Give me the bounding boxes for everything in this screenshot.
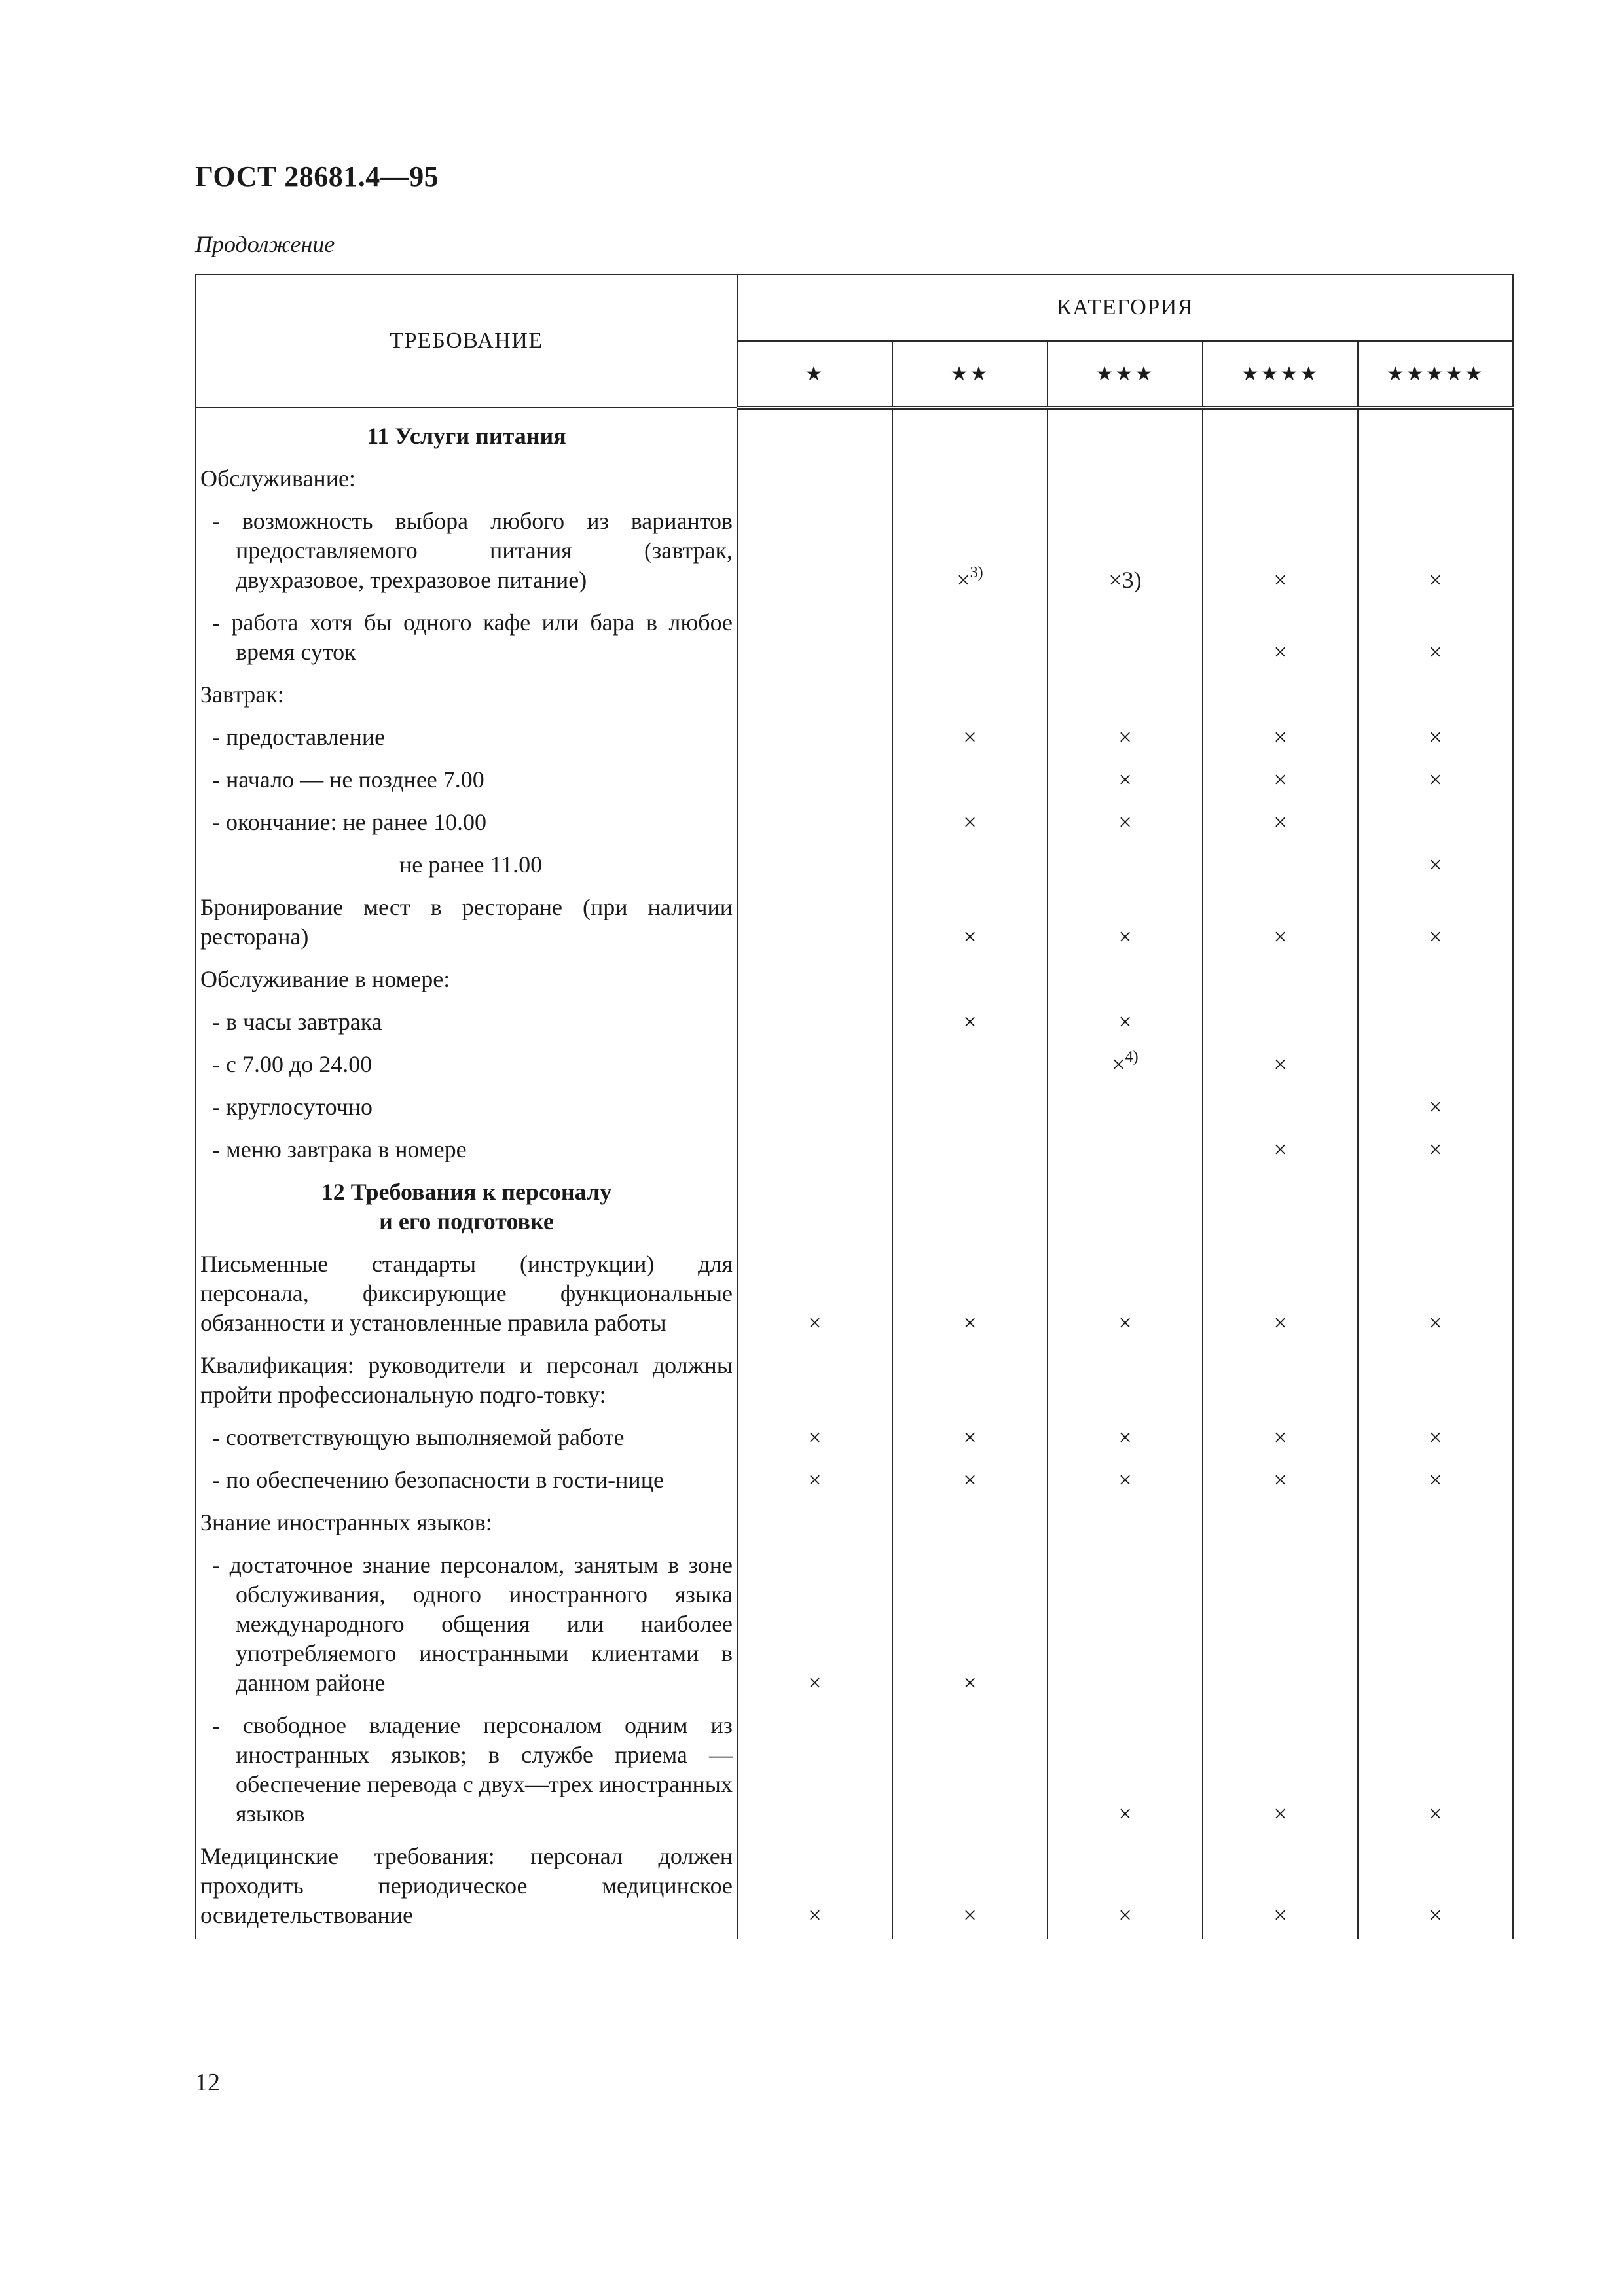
- category-2-mark: ×: [892, 1246, 1048, 1347]
- category-2-mark: ×: [892, 1547, 1048, 1707]
- category-4-mark: ×: [1203, 1707, 1358, 1838]
- category-3-star: ★★★: [1048, 341, 1203, 408]
- requirement-text: - работа хотя бы одного кафе или бара в любое время суток: [196, 604, 737, 676]
- category-3-mark: ×: [1048, 1246, 1203, 1347]
- category-2-mark: [892, 1504, 1048, 1547]
- category-3-mark: [1048, 1347, 1203, 1419]
- requirement-text: Медицинские требования: персонал должен проходить периодическое медицинское освидетельствование: [196, 1838, 737, 1939]
- category-1-mark: [737, 1504, 892, 1547]
- category-3-mark: ×: [1048, 1838, 1203, 1939]
- category-5-mark: ×: [1358, 889, 1513, 961]
- category-1-mark: [737, 1174, 892, 1246]
- table-row: [196, 460, 1513, 503]
- table-row: [196, 1504, 1513, 1547]
- category-2-mark: [892, 1707, 1048, 1838]
- table-body: [196, 408, 1513, 1939]
- table-row: [196, 1246, 1513, 1347]
- requirement-text: - окончание: не ранее 10.00: [196, 804, 737, 846]
- category-2-mark: ×: [892, 1838, 1048, 1939]
- category-5-mark: ×: [1358, 1462, 1513, 1504]
- category-5-mark: ×: [1358, 1419, 1513, 1462]
- category-3-mark: ×: [1048, 761, 1203, 804]
- category-3-mark: [1048, 846, 1203, 889]
- table-row: [196, 1419, 1513, 1462]
- category-1-mark: [737, 846, 892, 889]
- category-2-mark: [892, 1174, 1048, 1246]
- category-5-mark: ×: [1358, 604, 1513, 676]
- category-4-mark: ×: [1203, 719, 1358, 761]
- table-row: [196, 889, 1513, 961]
- category-4-mark: [1203, 460, 1358, 503]
- category-2-mark: [892, 1088, 1048, 1131]
- category-3-mark: ×3): [1048, 503, 1203, 604]
- category-5-mark: ×: [1358, 761, 1513, 804]
- category-5-mark: ×: [1358, 1131, 1513, 1174]
- category-4-mark: ×: [1203, 1838, 1358, 1939]
- category-2-mark: [892, 846, 1048, 889]
- table-row: [196, 1707, 1513, 1838]
- category-4-mark: ×: [1203, 1419, 1358, 1462]
- table-row: [196, 1046, 1513, 1088]
- category-4-mark: ×: [1203, 1131, 1358, 1174]
- section-heading: 11 Услуги питания: [196, 408, 737, 460]
- category-2-mark: [892, 761, 1048, 804]
- page-number: 12: [195, 2069, 220, 2096]
- category-1-mark: ×: [737, 1547, 892, 1707]
- table-row: [196, 1174, 1513, 1246]
- category-4-mark: [1203, 1504, 1358, 1547]
- requirement-text: - свободное владение персоналом одним из иностранных языков; в службе приема — обеспечение перевода с двух—трех иностранных языков: [196, 1707, 737, 1838]
- requirement-text: Квалификация: руководители и персонал должны пройти профессиональную подго-товку:: [196, 1347, 737, 1419]
- category-3-mark: [1048, 961, 1203, 1003]
- category-4-mark: ×: [1203, 1246, 1358, 1347]
- category-1-mark: [737, 1003, 892, 1046]
- category-1-mark: [737, 408, 892, 460]
- table-row: [196, 719, 1513, 761]
- category-4-mark: ×: [1203, 604, 1358, 676]
- category-4-mark: [1203, 846, 1358, 889]
- requirement-text: Обслуживание в номере:: [196, 961, 737, 1003]
- category-1-mark: ×: [737, 1838, 892, 1939]
- table-row: [196, 1462, 1513, 1504]
- category-5-mark: ×: [1358, 1088, 1513, 1131]
- category-2-mark: [892, 503, 1048, 604]
- requirement-text: - соответствующую выполняемой работе: [196, 1419, 737, 1462]
- category-5-mark: [1358, 1347, 1513, 1419]
- category-3-mark: ×: [1048, 889, 1203, 961]
- requirements-table: [195, 274, 1514, 1939]
- footnote-ref: 3): [970, 564, 983, 581]
- category-4-mark: [1203, 408, 1358, 460]
- category-5-mark: ×: [1358, 503, 1513, 604]
- category-1-mark: [737, 719, 892, 761]
- requirement-text: - возможность выбора любого из вариантов предоставляемого питания (завтрак, двухразовое, трехразовое питание): [196, 503, 737, 604]
- category-2-mark: ×: [892, 804, 1048, 846]
- category-5-mark: [1358, 460, 1513, 503]
- table-row: [196, 846, 1513, 889]
- table-row: [196, 1838, 1513, 1939]
- category-5-mark: ×: [1358, 1707, 1513, 1838]
- requirement-text: Письменные стандарты (инструкции) для персонала, фиксирующие функциональные обязанности и установленные правила работы: [196, 1246, 737, 1347]
- table-row: [196, 961, 1513, 1003]
- requirement-text: - с 7.00 до 24.00: [196, 1046, 737, 1088]
- category-2-mark: [892, 408, 1048, 460]
- category-1-mark: [737, 961, 892, 1003]
- requirement-text: Обслуживание:: [196, 460, 737, 503]
- table-row: [196, 1547, 1513, 1707]
- category-5-mark: ×: [1358, 1246, 1513, 1347]
- category-1-mark: [737, 676, 892, 719]
- category-3-mark: ×: [1048, 1707, 1203, 1838]
- category-4-mark: [1203, 1003, 1358, 1046]
- category-3-mark: [1048, 1046, 1203, 1088]
- category-4-mark: ×: [1203, 503, 1358, 604]
- category-3-mark: [1048, 1174, 1203, 1246]
- category-1-mark: [737, 1347, 892, 1419]
- category-2-mark: ×: [892, 889, 1048, 961]
- category-2-mark: [892, 604, 1048, 676]
- category-2-star: ★★: [892, 341, 1048, 408]
- category-5-mark: [1358, 676, 1513, 719]
- category-1-mark: [737, 1131, 892, 1174]
- requirement-text: не ранее 11.00: [196, 846, 737, 889]
- category-1-mark: [737, 1046, 892, 1088]
- category-2-mark: ×: [892, 719, 1048, 761]
- category-2-mark: ×: [892, 1419, 1048, 1462]
- category-4-mark: ×: [1203, 1046, 1358, 1088]
- table-row: [196, 1131, 1513, 1174]
- requirement-text: - предоставление: [196, 719, 737, 761]
- requirement-text: - меню завтрака в номере: [196, 1131, 737, 1174]
- requirement-text: - по обеспечению безопасности в гости-нице: [196, 1462, 737, 1504]
- category-3-mark: ×: [1048, 1419, 1203, 1462]
- category-5-mark: [1358, 1174, 1513, 1246]
- category-1-mark: [737, 761, 892, 804]
- category-2-mark: [892, 961, 1048, 1003]
- category-3-mark: [1048, 1504, 1203, 1547]
- mark-symbol: ×: [957, 567, 970, 593]
- table-row: [196, 761, 1513, 804]
- category-5-mark: [1358, 1046, 1513, 1088]
- category-3-mark: ×: [1048, 1003, 1203, 1046]
- category-3-mark: [1048, 1131, 1203, 1174]
- category-2-mark: [892, 460, 1048, 503]
- category-1-mark: [737, 1707, 892, 1838]
- section-heading: 12 Требования к персоналу и его подготовке: [196, 1174, 737, 1246]
- table-row: [196, 1003, 1513, 1046]
- category-3-mark: ×: [1048, 804, 1203, 846]
- table-row: [196, 503, 1513, 604]
- category-5-mark: ×: [1358, 846, 1513, 889]
- category-1-mark: [737, 889, 892, 961]
- category-1-mark: [737, 460, 892, 503]
- category-1-mark: [737, 503, 892, 604]
- category-1-mark: ×: [737, 1462, 892, 1504]
- category-4-mark: [1203, 1174, 1358, 1246]
- table-row: [196, 1347, 1513, 1419]
- category-5-mark: ×: [1358, 719, 1513, 761]
- table-row: [196, 408, 1513, 460]
- category-4-mark: [1203, 1088, 1358, 1131]
- footnote-ref: 4): [1125, 1049, 1139, 1066]
- mark-symbol: ×: [1112, 1051, 1125, 1077]
- category-3-mark: [1048, 676, 1203, 719]
- requirement-text: Бронирование мест в ресторане (при наличии ресторана): [196, 889, 737, 961]
- category-3-mark: [1048, 1088, 1203, 1131]
- category-5-mark: [1358, 1504, 1513, 1547]
- category-4-star: ★★★★: [1203, 341, 1358, 408]
- category-2-mark: ×: [892, 1462, 1048, 1504]
- category-1-mark: [737, 804, 892, 846]
- category-4-mark: ×: [1203, 1462, 1358, 1504]
- category-5-mark: [1358, 408, 1513, 460]
- category-2-mark: [892, 1046, 1048, 1088]
- category-3-mark: ×: [1048, 1462, 1203, 1504]
- category-4-mark: ×: [1203, 889, 1358, 961]
- requirement-text: Завтрак:: [196, 676, 737, 719]
- category-2-mark: [892, 1131, 1048, 1174]
- requirement-text: - начало — не позднее 7.00: [196, 761, 737, 804]
- category-1-mark: ×: [737, 1419, 892, 1462]
- category-3-mark: ×: [1048, 719, 1203, 761]
- category-1-star: ★: [737, 341, 892, 408]
- category-5-mark: [1358, 804, 1513, 846]
- requirement-text: - достаточное знание персоналом, занятым в зоне обслуживания, одного иностранного языка международного общения или наиболее употребляемого иностранными клиентами в данном районе: [196, 1547, 737, 1707]
- continuation-label: Продолжение: [195, 231, 335, 257]
- table-row: [196, 676, 1513, 719]
- table-row: [196, 604, 1513, 676]
- category-1-mark: [737, 1088, 892, 1131]
- category-5-star: ★★★★★: [1358, 341, 1513, 408]
- category-4-mark: [1203, 676, 1358, 719]
- column-header-requirement: ТРЕБОВАНИЕ: [196, 274, 737, 408]
- category-4-mark: ×: [1203, 804, 1358, 846]
- category-2-mark: [892, 676, 1048, 719]
- table-row: [196, 1088, 1513, 1131]
- table-row: [196, 804, 1513, 846]
- category-3-mark: [1048, 408, 1203, 460]
- category-4-mark: [1203, 961, 1358, 1003]
- category-2-mark: [892, 1347, 1048, 1419]
- category-4-mark: [1203, 1547, 1358, 1707]
- category-3-mark: [1048, 460, 1203, 503]
- category-5-mark: ×: [1358, 1838, 1513, 1939]
- requirement-text: Знание иностранных языков:: [196, 1504, 737, 1547]
- document-title: ГОСТ 28681.4—95: [195, 160, 439, 192]
- category-1-mark: [737, 604, 892, 676]
- category-4-mark: ×: [1203, 761, 1358, 804]
- category-5-mark: [1358, 1003, 1513, 1046]
- category-5-mark: [1358, 961, 1513, 1003]
- category-5-mark: [1358, 1547, 1513, 1707]
- column-header-category: КАТЕГОРИЯ: [737, 274, 1513, 341]
- requirement-text: - круглосуточно: [196, 1088, 737, 1131]
- category-3-mark: [1048, 1547, 1203, 1707]
- category-1-mark: ×: [737, 1246, 892, 1347]
- category-3-mark: [1048, 604, 1203, 676]
- requirement-text: - в часы завтрака: [196, 1003, 737, 1046]
- category-4-mark: [1203, 1347, 1358, 1419]
- category-2-mark: ×: [892, 1003, 1048, 1046]
